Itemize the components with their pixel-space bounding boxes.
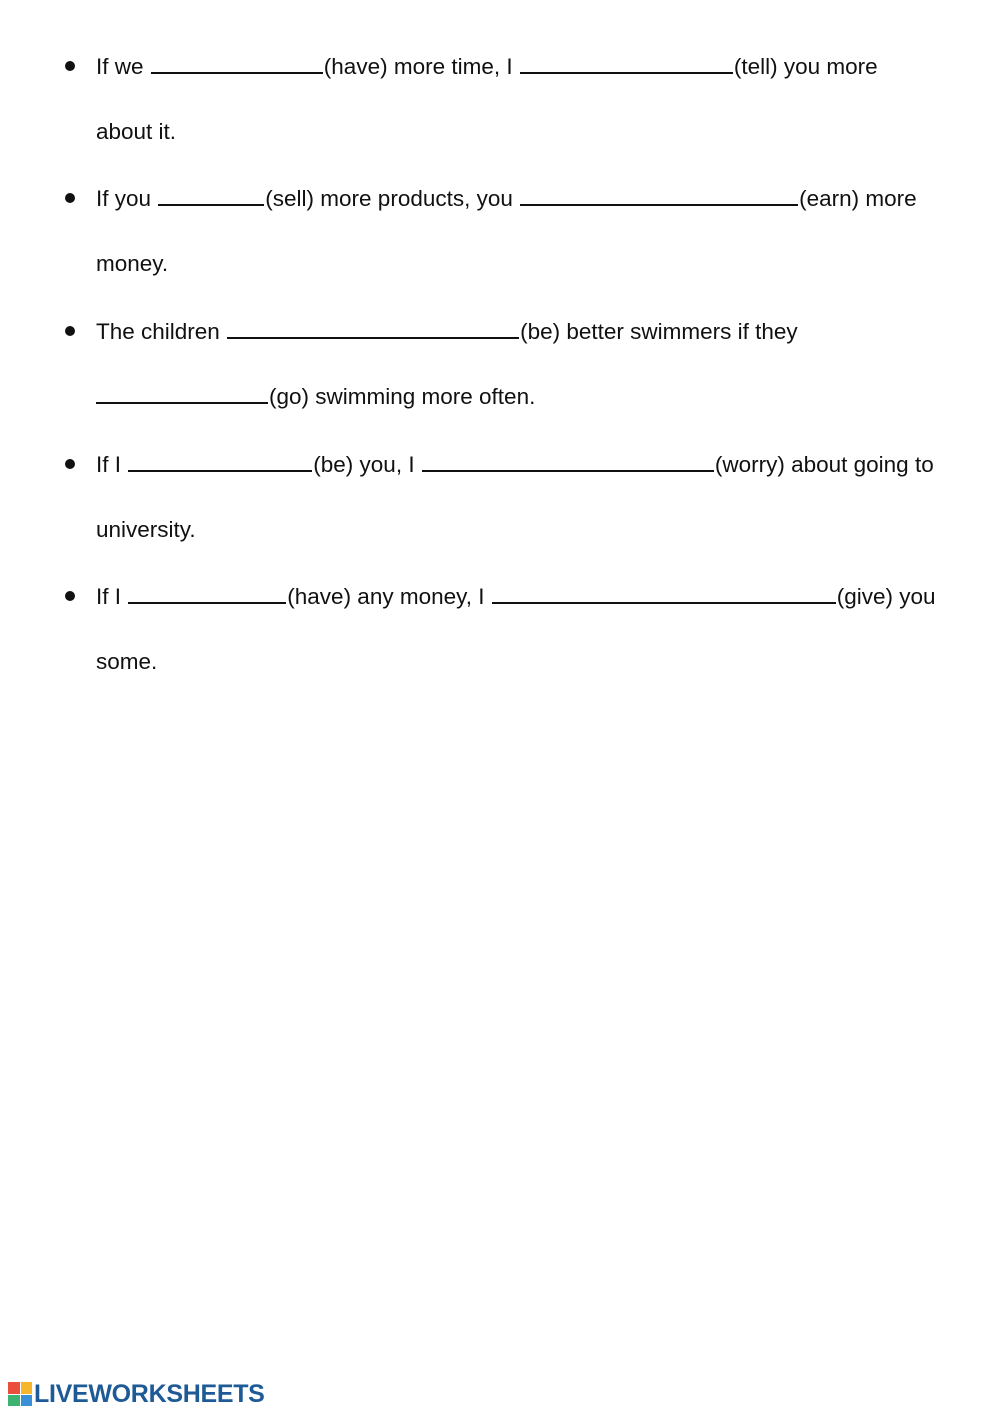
answer-blank-give[interactable]: [492, 580, 836, 604]
sentence-prefix: If I: [96, 452, 122, 477]
bullet-icon: [65, 459, 75, 469]
liveworksheets-logo[interactable]: [8, 1378, 265, 1410]
exercise-line: [96, 166, 981, 231]
logo-square-blue: [21, 1395, 33, 1407]
answer-blank-have[interactable]: [151, 50, 323, 74]
exercise-line-continuation: some.: [96, 649, 158, 674]
answer-blank-be[interactable]: [227, 315, 519, 339]
brand-name: LIVEWORKSHEETS: [34, 1379, 265, 1408]
exercise-item-3: [96, 299, 981, 429]
sentence-prefix: If I: [96, 584, 122, 609]
answer-blank-sell[interactable]: [158, 182, 264, 206]
answer-blank-go[interactable]: [96, 380, 268, 404]
sentence-prefix: The children: [96, 319, 220, 344]
verb-hint: (worry) about going to: [714, 452, 934, 477]
bullet-icon: [65, 193, 75, 203]
liveworksheets-logo-icon: [8, 1382, 32, 1406]
verb-hint: (go) swimming more often.: [269, 384, 536, 409]
verb-hint: (have) more time, I: [323, 54, 513, 79]
exercise-line: [96, 299, 981, 364]
exercise-item-2: [96, 166, 981, 296]
answer-blank-worry[interactable]: [422, 448, 714, 472]
bullet-icon: [65, 61, 75, 71]
verb-hint: (sell) more products, you: [265, 186, 513, 211]
verb-hint: (be) you, I: [313, 452, 415, 477]
bullet-icon: [65, 591, 75, 601]
exercise-line-continuation: about it.: [96, 119, 177, 144]
logo-square-red: [8, 1382, 20, 1394]
logo-square-green: [8, 1395, 20, 1407]
exercise-line-continuation: money.: [96, 251, 169, 276]
logo-square-yellow: [21, 1382, 33, 1394]
bullet-icon: [65, 326, 75, 336]
exercise-line: [96, 34, 981, 99]
answer-blank-be[interactable]: [128, 448, 312, 472]
exercise-line: [96, 432, 981, 497]
verb-hint: (have) any money, I: [287, 584, 485, 609]
exercise-line-continuation: university.: [96, 517, 196, 542]
answer-blank-tell[interactable]: [520, 50, 733, 74]
verb-hint: (earn) more: [799, 186, 917, 211]
verb-hint: (tell) you more: [733, 54, 878, 79]
exercise-line-continuation: [96, 364, 981, 429]
exercise-line: [96, 564, 981, 629]
sentence-prefix: If you: [96, 186, 152, 211]
verb-hint: (give) you: [836, 584, 936, 609]
answer-blank-earn[interactable]: [520, 182, 798, 206]
exercise-item-5: [96, 564, 981, 694]
exercise-item-4: [96, 432, 981, 562]
sentence-prefix: If we: [96, 54, 144, 79]
exercise-item-1: [96, 34, 981, 164]
answer-blank-have[interactable]: [128, 580, 286, 604]
verb-hint: (be) better swimmers if they: [520, 319, 798, 344]
